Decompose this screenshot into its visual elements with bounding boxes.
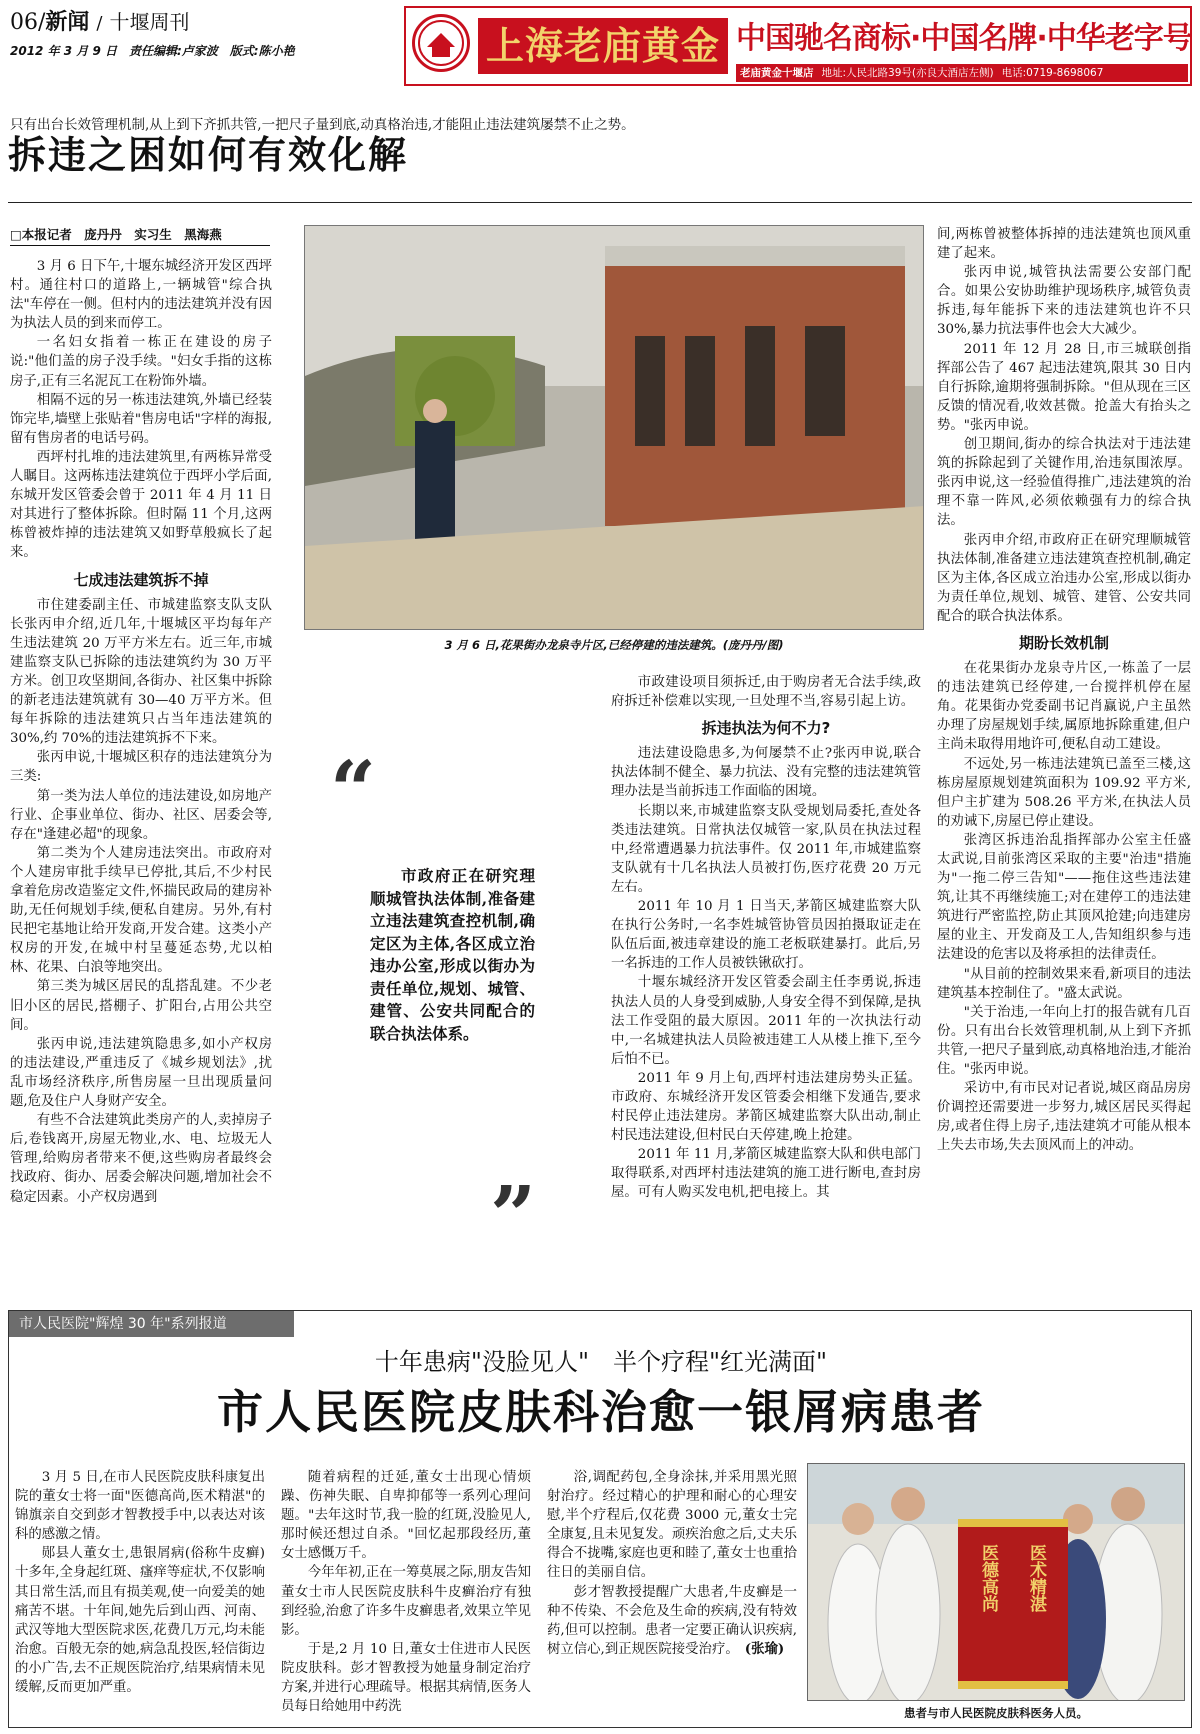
paragraph: 2011 年 12 月 28 日,市三城联创指挥部公告了 467 起违法建筑,限其 30 日内自行拆除,逾期将强制拆除。"但从现在三区反馈的情况看,收效甚微。抢盖大有抬头之势。"张丙申说。 <box>937 341 1191 433</box>
banner-text-left: 医德高尚 <box>978 1544 998 1612</box>
ad-phone: 电话:0719-8698067 <box>1001 67 1104 79</box>
construction-photo <box>304 225 924 630</box>
paragraph: 十堰东城经济开发区管委会副主任李勇说,拆违执法人员的人身受到威胁,人身安全得不到保障,是执法工作受阻的最大原因。2011 年的一次执法行动中,一名城建执法人员险被违建工人从楼上推下,至今后怕不已。 <box>611 975 921 1067</box>
close-quote-icon: ” <box>490 1168 537 1262</box>
paragraph: 西坪村扎堆的违法建筑里,有两栋异常受人瞩目。这两栋违法建筑位于西坪小学后面,东城开发区管委会曾于 2011 年 4 月 11 日对其进行了整体拆除。但时隔 11 个月,这两栋曾被炸掉的违法建筑又如野草般疯长了起来。 <box>10 449 272 561</box>
paragraph: 第二类为个人建房违法突出。市政府对个人建房审批手续早已停批,其后,不少村民拿着危房改造鉴定文件,怀揣民政局的建房补助,无任何规划手续,便私自建房。另外,有村民把宅基地让给开发商,开发合建。这类小产权房的开发,在城中村呈蔓延态势,尤以柏林、花果、白浪等地突出。 <box>10 845 272 976</box>
ad-slogan: 中国驰名商标·中国名牌·中华老字号 <box>736 21 1192 56</box>
pull-quote: 市政府正在研究理顺城管执法体制,准备建立违法建筑查控机制,确定区为主体,各区成立治违办公室,形成以街办为责任单位,规划、城管、建管、公安共同配合的联合执法体系。 <box>370 866 535 1043</box>
ad-shop: 老庙黄金十堰店 <box>740 67 814 79</box>
ad-logo-icon <box>412 14 470 72</box>
article-column-3 <box>611 673 921 1203</box>
paragraph-text: 彭才智教授提醒广大患者,牛皮癣是一种不传染、不会危及生命的疾病,没有特效药,但可以控制。患者一定要正确认识疾病,树立信心,到正规医院接受治疗。 <box>547 1584 797 1657</box>
paper-name: 十堰周刊 <box>109 10 190 34</box>
paragraph: 郧县人董女士,患银屑病(俗称牛皮癣)十多年,全身起红斑、瘙痒等症状,不仅影响其日常生活,而且有损美观,使一向爱美的她痛苦不堪。十年间,她先后到山西、河南、武汉等地大型医院求医,花费几万元,均未能治愈。百般无奈的她,病急乱投医,轻信街边的小广告,去不正规医院治疗,结果病情未见缓解,反而更加严重。 <box>15 1546 265 1696</box>
section-name: 新闻 <box>45 9 90 35</box>
subheading-3: 期盼长效机制 <box>1018 633 1109 652</box>
paragraph: 采访中,有市民对记者说,城区商品房房价调控还需要进一步努力,城区居民买得起房,或者住得上房子,违法建筑才可能从根本上失去市场,失去顶风而上的冲动。 <box>937 1081 1191 1154</box>
paragraph: 张丙申说,十堰城区积存的违法建筑分为三类: <box>10 750 272 785</box>
paragraph: 张丙申说,违法建筑隐患多,如小产权房的违法建设,严重违反了《城乡规划法》,扰乱市场经济秩序,所售房屋一旦出现质量问题,危及住户人身财产安全。 <box>10 1036 272 1110</box>
paragraph: "从目前的控制效果来看,新项目的违法建筑基本控制住了。"盛太武说。 <box>937 966 1191 1001</box>
hospital-photo-caption: 患者与市人民医院皮肤科医务人员。 <box>904 1706 1088 1720</box>
page-number: 06/ <box>10 10 46 35</box>
paragraph: 3 月 6 日下午,十堰东城经济开发区西坪村。通往村口的道路上,一辆城管"综合执法"车停在一侧。但村内的违法建筑并没有因为执法人员的到来而停工。 <box>10 259 272 332</box>
paragraph <box>547 1583 797 1659</box>
paragraph: 第一类为法人单位的违法建设,如房地产行业、企事业单位、街办、社区、居委会等,存在"逢建必超"的现象。 <box>10 788 272 842</box>
masthead <box>10 8 400 58</box>
paragraph: 第三类为城区居民的乱搭乱建。不少老旧小区的居民,搭棚子、扩阳台,占用公共空间。 <box>10 979 272 1033</box>
paragraph: 张湾区拆违治乱指挥部办公室主任盛太武说,目前张湾区采取的主要"治违"措施为"一拖二停三告知"——拖住这些违法建筑,让其不再继续施工;对在建停工的违法建筑进行严密监控,防止其顶风抢建;向违建房屋的业主、开发商及工人,告知组织参与违法建设的危害以及将承担的法律责任。 <box>937 832 1191 963</box>
paragraph: 于是,2 月 10 日,董女士住进市人民医院皮肤科。彭才智教授为她量身制定治疗方案,并进行心理疏导。根据其病情,医务人员每日给她用中药洗 <box>281 1641 531 1715</box>
feature-column-1 <box>15 1468 265 1697</box>
paragraph: "关于治违,一年向上打的报告就有几百份。只有出台长效管理机制,从上到下齐抓共管,一把尺子量到底,动真格地治违,才能治住。"张丙申说。 <box>937 1004 1191 1078</box>
paragraph: 今年年初,正在一筹莫展之际,朋友告知董女士市人民医院皮肤科牛皮癣治疗有独到经验,治愈了许多牛皮癣患者,效果立竿见影。 <box>281 1565 531 1638</box>
article-column-4 <box>937 225 1191 1156</box>
headline-rule <box>8 202 1192 203</box>
paragraph: 张丙申介绍,市政府正在研究理顺城管执法体制,准备建立违法建筑查控机制,确定区为主体,各区成立治违办公室,形成以街办为责任单位,规划、城管、建管、公安共同配合的联合执法体系。 <box>937 532 1191 624</box>
subheading-2: 拆违执法为何不力? <box>701 719 831 738</box>
hospital-feature-box <box>8 1310 1192 1728</box>
ad-contact-bar <box>736 64 1188 82</box>
paragraph: 创卫期间,街办的综合执法对于违法建筑的拆除起到了关键作用,治违氛围浓厚。张丙申说,这一经验值得推广,违法建筑的治理不靠一阵风,必须依赖强有力的综合执法。 <box>937 437 1191 529</box>
paragraph: 不远处,另一栋违法建筑已盖至三楼,这栋房屋原规划建筑面积为 109.92 平方米,但户主扩建为 508.26 平方米,在执法人员的劝诫下,房屋已停止建设。 <box>937 756 1191 829</box>
banner-text-right: 医术精湛 <box>1026 1544 1046 1612</box>
masthead-separator: / <box>96 13 103 34</box>
paragraph: 3 月 5 日,在市人民医院皮肤科康复出院的董女士将一面"医德高尚,医术精湛"的锦旗亲自交到彭才智教授手中,以表达对该科的感激之情。 <box>15 1470 265 1543</box>
byline: □本报记者 庞丹丹 实习生 黑海燕 <box>10 225 270 246</box>
paragraph: 浴,调配药包,全身涂抹,并采用黑光照射治疗。经过精心的护理和耐心的心理安慰,半个疗程后,仅花费 3000 元,董女士完全康复,且未见复发。顽疾治愈之后,丈夫乐得合不拢嘴,家庭也更和睦了,董女士也重拾往日的美丽自信。 <box>547 1470 797 1581</box>
series-banner: 市人民医院"辉煌 30 年"系列报道 <box>9 1311 294 1337</box>
paragraph: 市政建设项目须拆迁,由于购房者无合法手续,政府拆迁补偿难以实现,一旦处理不当,容易引起上访。 <box>611 675 921 710</box>
ad-brand: 上海老庙黄金 <box>478 18 728 74</box>
paragraph: 违法建设隐患多,为何屡禁不止?张丙申说,联合执法体制不健全、暴力抗法、没有完整的违法建筑管理办法是当前拆违工作面临的困境。 <box>611 746 921 800</box>
paragraph: 长期以来,市城建监察支队受规划局委托,查处各类违法建筑。日常执法仅城管一家,队员在执法过程中,经常遭遇暴力抗法事件。仅 2011 年,市城建监察支队就有十几名执法人员被打伤,医疗花费 20 万元左右。 <box>611 803 921 895</box>
ad-address: 地址:人民北路39号(亦良大酒店左侧) <box>821 67 994 79</box>
open-quote-icon: “ <box>330 743 377 837</box>
feature-column-2 <box>281 1468 531 1716</box>
feature-subhead: 十年患病"没脸见人" 半个疗程"红光满面" <box>374 1348 828 1376</box>
paragraph: 2011 年 9 月上旬,西坪村违法建房势头正猛。市政府、东城经济开发区管委会相继下发通告,要求村民停止违法建房。茅箭区城建监察大队出动,制止村民违法建设,但村民白天停建,晚上抢建。 <box>611 1070 921 1144</box>
photo-caption: 3 月 6 日,花果街办龙泉寺片区,已经停建的违法建筑。(庞丹丹/图) <box>444 638 784 652</box>
hospital-photo <box>807 1463 1185 1701</box>
paragraph: 有些不合法建筑此类房产的人,卖掉房子后,卷钱离开,房屋无物业,水、电、垃圾无人管理,给购房者带来不便,这些购房者最终会找政府、街办、居委会解决问题,增加社会不稳定因素。小产权房遇到 <box>10 1113 272 1205</box>
paragraph: 在花果街办龙泉寺片区,一栋盖了一层的违法建筑已经停建,一台搅拌机停在屋角。花果街办党委副书记肖赢说,户主虽然办理了房屋规划手续,属原地拆除重建,但户主尚未取得用地许可,便私自动工建设。 <box>937 661 1191 753</box>
author-credit: (张瑜) <box>744 1640 785 1657</box>
advertisement[interactable] <box>404 6 1192 86</box>
paragraph: 随着病程的迁延,董女士出现心情烦躁、伤神失眠、自卑抑郁等一系列心理问题。"去年这时节,我一脸的红斑,没脸见人,那时候还想过自杀。"回忆起那段经历,董女士感慨万千。 <box>281 1470 531 1562</box>
paragraph: 相隔不远的另一栋违法建筑,外墙已经装饰完毕,墙壁上张贴着"售房电话"字样的海报,留有售房者的电话号码。 <box>10 392 272 446</box>
dateline: 2012 年 3 月 9 日 责任编辑:卢家波 版式:陈小艳 <box>10 44 295 58</box>
paragraph: 一名妇女指着一栋正在建设的房子说:"他们盖的房子没手续。"妇女手指的这栋房子,正有三名泥瓦工在粉饰外墙。 <box>10 335 272 389</box>
paragraph: 间,两栋曾被整体拆掉的违法建筑也顶风重建了起来。 <box>937 227 1191 262</box>
headline: 拆违之困如何有效化解 <box>8 132 409 177</box>
feature-headline: 市人民医院皮肤科治愈一银屑病患者 <box>217 1385 985 1439</box>
paragraph: 2011 年 11 月,茅箭区城建监察大队和供电部门取得联系,对西坪村违法建筑的施工进行断电,查封房屋。可有人购买发电机,把电接上。其 <box>611 1147 921 1201</box>
article-column-1 <box>10 257 272 1207</box>
paragraph: 2011 年 10 月 1 日当天,茅箭区城建监察大队在执行公务时,一名李姓城管协管员因拍摄取证走在队伍后面,被违章建设的施工老板联建暴打。此后,另一名拆违的工作人员被铁锹砍打。 <box>611 899 921 972</box>
feature-column-3 <box>547 1468 797 1659</box>
subheading-1: 七成违法建筑拆不掉 <box>73 570 209 589</box>
paragraph: 张丙申说,城管执法需要公安部门配合。如果公安协助维护现场秩序,城管负责拆违,每年能拆下来的违法建筑也许不只 30%,暴力抗法事件也会大大减少。 <box>937 265 1191 338</box>
paragraph: 市住建委副主任、市城建监察支队支队长张丙申介绍,近几年,十堰城区平均每年产生违法建筑 20 万平方米左右。近三年,市城建监察支队已拆除的违法建筑约为 30 万平方米。创卫攻坚期间,各街办、社区集中拆除的新老违法建筑就有 30—40 万平方米。但每年拆除的违法建筑只占当年违法建筑的 30%,约 70%的违法建筑拆不下来。 <box>10 597 272 747</box>
kicker: 只有出台长效管理机制,从上到下齐抓共管,一把尺子量到底,动真格治违,才能阻止违法建筑屡禁不止之势。 <box>10 117 635 133</box>
